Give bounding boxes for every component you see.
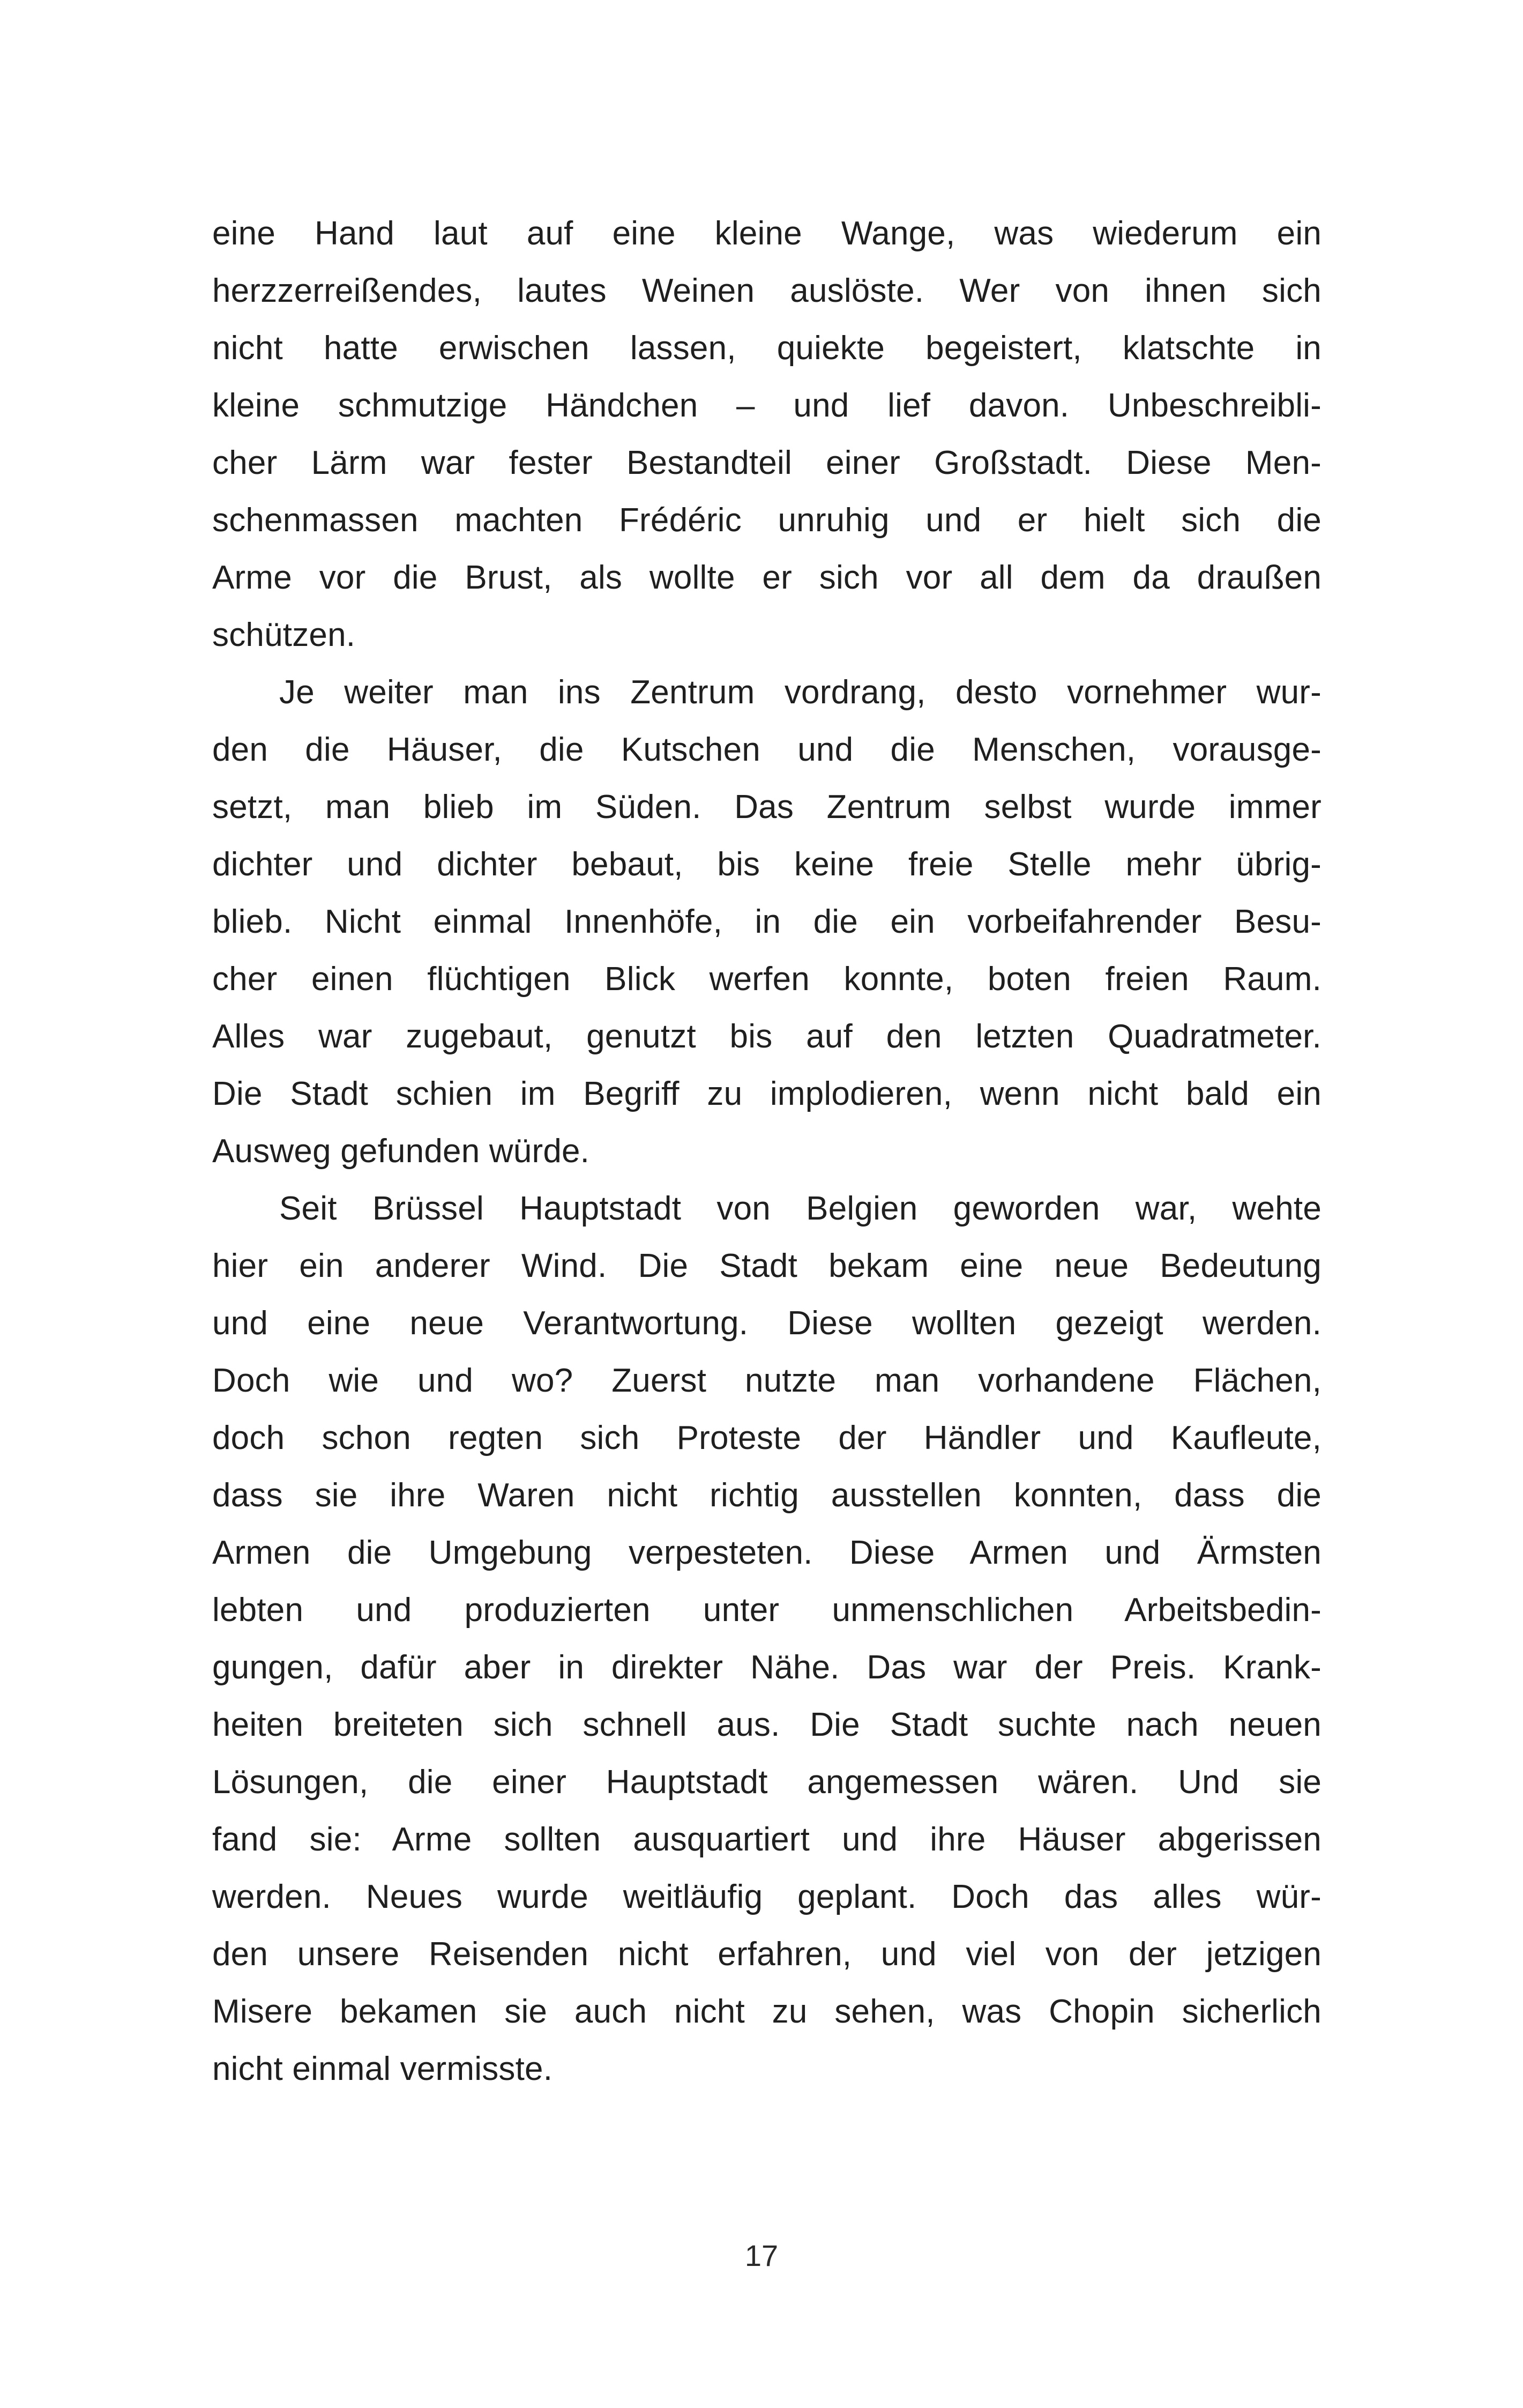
- text-line: dichter und dichter bebaut, bis keine freie Stelle mehr übrig-: [212, 846, 1322, 883]
- text-line: Seit Brüssel Hauptstadt von Belgien geworden war, wehte: [279, 1190, 1322, 1227]
- text-line: den unsere Reisenden nicht erfahren, und viel von der jetzigen: [212, 1936, 1322, 1973]
- text-line: herzzerreißendes, lautes Weinen auslöste. Wer von ihnen sich: [212, 272, 1322, 309]
- text-line: nicht hatte erwischen lassen, quiekte begeistert, klatschte in: [212, 330, 1322, 367]
- text-line: Lösungen, die einer Hauptstadt angemessen wären. Und sie: [212, 1764, 1322, 1801]
- text-line: Arme vor die Brust, als wollte er sich vor all dem da draußen: [212, 559, 1322, 596]
- text-line: setzt, man blieb im Süden. Das Zentrum selbst wurde immer: [212, 789, 1322, 826]
- text-line: den die Häuser, die Kutschen und die Menschen, vorausge-: [212, 731, 1322, 768]
- text-line: Misere bekamen sie auch nicht zu sehen, was Chopin sicherlich: [212, 1993, 1322, 2030]
- text-line: doch schon regten sich Proteste der Händler und Kaufleute,: [212, 1419, 1322, 1456]
- text-line: werden. Neues wurde weitläufig geplant. Doch das alles wür-: [212, 1878, 1322, 1915]
- text-line: hier ein anderer Wind. Die Stadt bekam eine neue Bedeutung: [212, 1247, 1322, 1284]
- text-line: Ausweg gefunden würde.: [212, 1133, 590, 1170]
- text-line: Je weiter man ins Zentrum vordrang, desto vornehmer wur-: [279, 674, 1322, 711]
- text-line: blieb. Nicht einmal Innenhöfe, in die ein vorbeifahrender Besu-: [212, 903, 1322, 940]
- text-line: Armen die Umgebung verpesteten. Diese Armen und Ärmsten: [212, 1534, 1322, 1571]
- paragraph: [212, 205, 1322, 664]
- text-line: dass sie ihre Waren nicht richtig ausstellen konnten, dass die: [212, 1477, 1322, 1514]
- text-line: schenmassen machten Frédéric unruhig und er hielt sich die: [212, 502, 1322, 539]
- text-line: lebten und produzierten unter unmenschlichen Arbeitsbedin-: [212, 1592, 1322, 1629]
- text-line: heiten breiteten sich schnell aus. Die Stadt suchte nach neuen: [212, 1706, 1322, 1743]
- page-number: 17: [744, 2239, 779, 2272]
- text-line: Doch wie und wo? Zuerst nutzte man vorhandene Flächen,: [212, 1362, 1322, 1399]
- text-line: schützen.: [212, 616, 356, 653]
- text-line: Die Stadt schien im Begriff zu implodieren, wenn nicht bald ein: [212, 1075, 1322, 1112]
- text-line: und eine neue Verantwortung. Diese wollten gezeigt werden.: [212, 1305, 1322, 1342]
- text-line: nicht einmal vermisste.: [212, 2050, 553, 2087]
- body-text: [212, 205, 1322, 2098]
- paragraph: [212, 664, 1322, 1180]
- text-line: gungen, dafür aber in direkter Nähe. Das war der Preis. Krank-: [212, 1649, 1322, 1686]
- text-line: cher einen flüchtigen Blick werfen konnte, boten freien Raum.: [212, 961, 1322, 998]
- text-line: cher Lärm war fester Bestandteil einer Großstadt. Diese Men-: [212, 444, 1322, 481]
- text-line: eine Hand laut auf eine kleine Wange, was wiederum ein: [212, 215, 1322, 252]
- paragraph: [212, 1180, 1322, 2098]
- text-line: Alles war zugebaut, genutzt bis auf den letzten Quadratmeter.: [212, 1018, 1322, 1055]
- text-line: fand sie: Arme sollten ausquartiert und ihre Häuser abgerissen: [212, 1821, 1322, 1858]
- text-line: kleine schmutzige Händchen – und lief davon. Unbeschreibli-: [212, 387, 1322, 424]
